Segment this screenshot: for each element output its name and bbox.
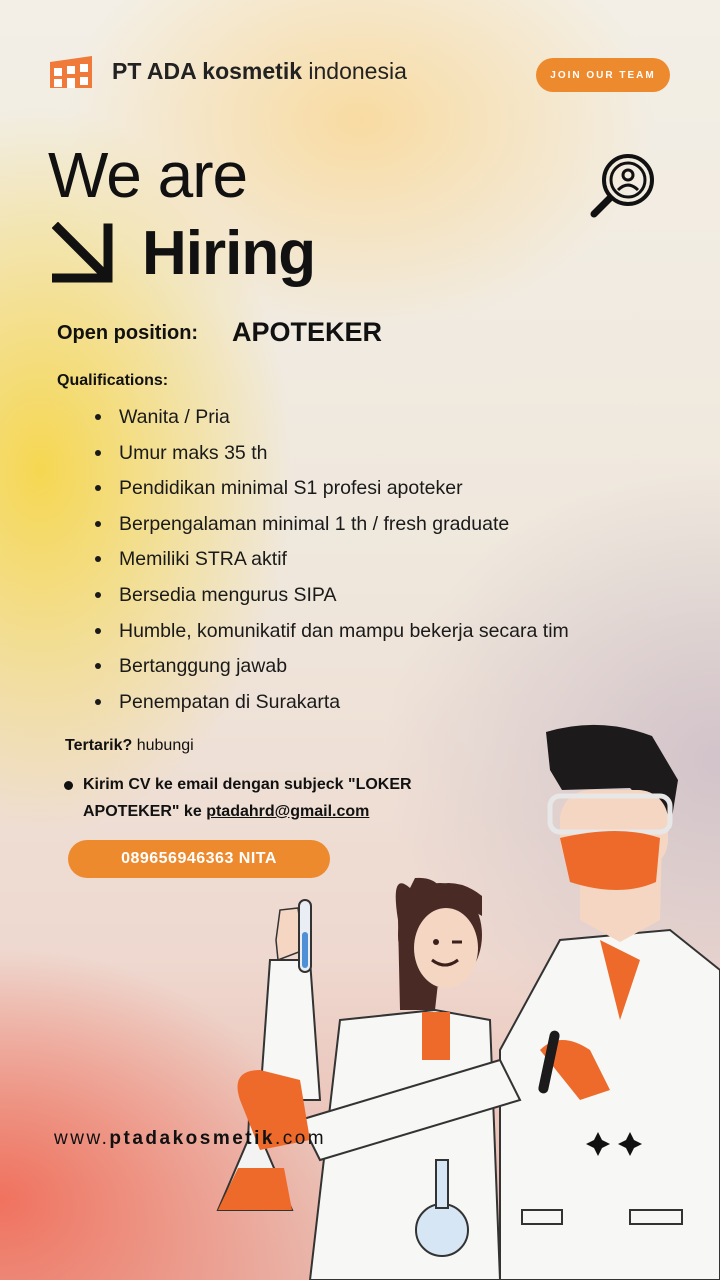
- list-item: Humble, komunikatif dan mampu bekerja secara tim: [93, 616, 569, 652]
- headline-we-are: We are: [48, 139, 248, 211]
- search-person-icon: [588, 152, 656, 218]
- website-url[interactable]: www.ptadakosmetik.com: [54, 1128, 327, 1149]
- list-item: Pendidikan minimal S1 profesi apoteker: [93, 473, 569, 509]
- company-name: PT ADA kosmetik indonesia: [112, 58, 407, 84]
- scientists-illustration: [200, 720, 720, 1280]
- cv-instruction-line2: APOTEKER" ke ptadahrd@gmail.com: [83, 803, 370, 820]
- headline-hiring: Hiring: [142, 219, 316, 288]
- email-link[interactable]: ptadahrd@gmail.com: [206, 803, 370, 820]
- qualifications-label: Qualifications:: [57, 372, 169, 389]
- list-item: Bersedia mengurus SIPA: [93, 580, 569, 616]
- list-item: Wanita / Pria: [93, 402, 569, 438]
- join-our-team-button[interactable]: JOIN OUR TEAM: [536, 58, 670, 92]
- list-item: Umur maks 35 th: [93, 438, 569, 474]
- list-item: Bertanggung jawab: [93, 651, 569, 687]
- list-item: Berpengalaman minimal 1 th / fresh graduate: [93, 509, 569, 545]
- building-logo-icon: [48, 54, 94, 90]
- qualifications-list: [93, 402, 569, 722]
- open-position-value: APOTEKER: [232, 317, 383, 347]
- bullet-dot: [64, 781, 73, 790]
- list-item: Memiliki STRA aktif: [93, 544, 569, 580]
- arrow-down-right-icon: [52, 222, 114, 284]
- open-position-label: Open position:: [57, 322, 199, 344]
- interest-text: Tertarik? hubungi: [65, 737, 194, 754]
- phone-contact-button[interactable]: 089656946363 NITA: [68, 840, 330, 878]
- list-item: Penempatan di Surakarta: [93, 687, 569, 723]
- cv-instruction-line1: Kirim CV ke email dengan subjeck "LOKER: [83, 776, 412, 793]
